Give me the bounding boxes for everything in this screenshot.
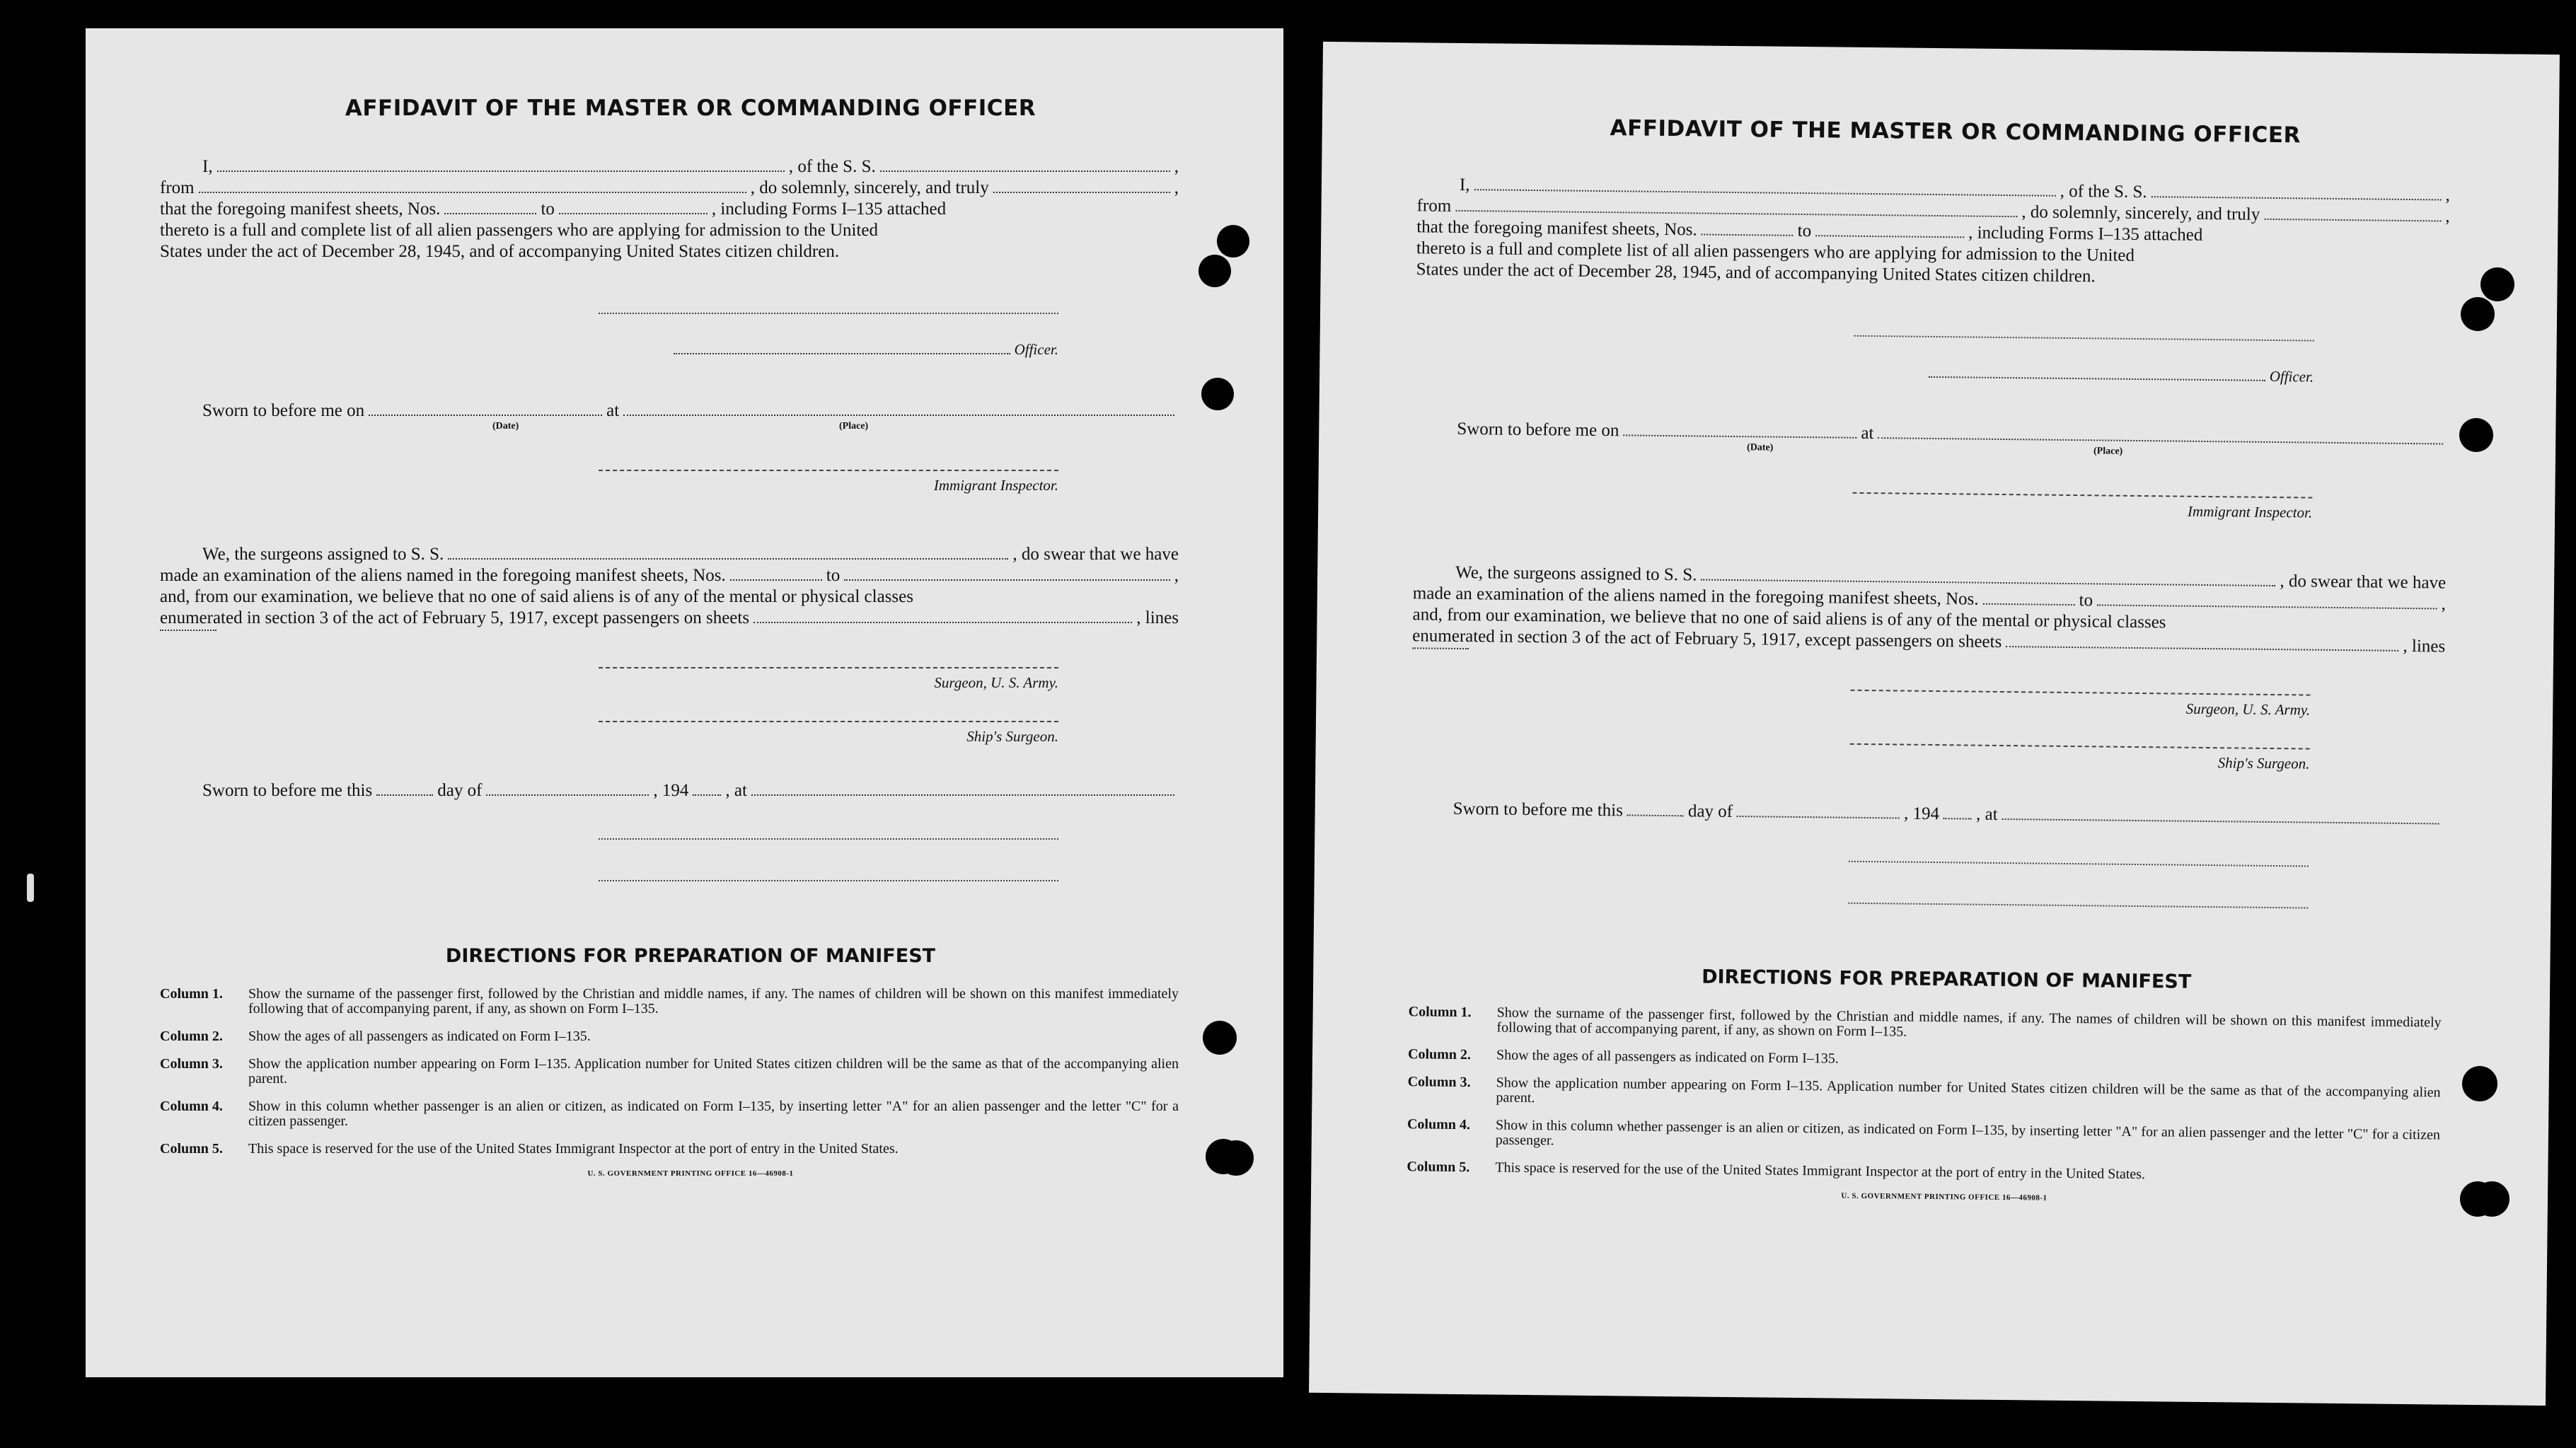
sworn-year-field[interactable]: [1943, 817, 1972, 819]
printer-imprint: U. S. GOVERNMENT PRINTING OFFICE 16—46908-1: [1841, 1191, 2047, 1203]
year-label: , 194: [653, 781, 689, 800]
day-of-label: day of: [1687, 801, 1733, 822]
affidavit-line-5: States under the act of December 28, 1945, and of accompanying United States citizen children.: [1416, 260, 2096, 286]
place-sublabel: (Place): [839, 421, 869, 431]
sworn-date-field[interactable]: [369, 414, 602, 416]
truly-field[interactable]: [2264, 218, 2441, 222]
sworn-date-field[interactable]: [1623, 434, 1856, 438]
form-page-right: [1309, 42, 2560, 1406]
affidavit-i-label: I,: [1459, 175, 1470, 195]
including-label: , including Forms I–135 attached: [711, 199, 947, 219]
comma-text: ,: [2441, 594, 2446, 614]
of-ss-label: , of the S. S.: [788, 157, 876, 176]
direction-column-label: Column 3.: [160, 1056, 223, 1072]
surgeons-line-3: and, from our examination, we believe that no one of said aliens is of any of the mental or physical classes: [160, 587, 913, 606]
lines-field[interactable]: [1412, 647, 1469, 649]
surgeons-line-3: and, from our examination, we believe that no one of said aliens is of any of the mental or physical classes: [1412, 605, 2166, 632]
officer-title-line[interactable]: [1929, 376, 2265, 381]
directions-list: [160, 987, 1179, 1157]
officer-signature-line[interactable]: [1854, 335, 2314, 342]
officer-signature-block: [599, 312, 1058, 359]
inspector-signature-line[interactable]: [599, 469, 1058, 471]
sworn-place-field[interactable]: [1878, 436, 2443, 444]
swear-label: , do swear that we have: [2280, 572, 2447, 593]
sworn2-signature-block: [599, 838, 1058, 881]
date-sublabel: (Date): [1746, 442, 1774, 453]
punch-hole: [2462, 1066, 2497, 1101]
immigrant-inspector-label: Immigrant Inspector.: [2187, 502, 2313, 521]
sworn2-signature-line[interactable]: [599, 838, 1058, 840]
direction-item: [160, 1099, 1179, 1129]
comma-text: ,: [2445, 185, 2451, 205]
sworn2-at-label: , at: [1975, 804, 1998, 824]
officer-label: Officer.: [1014, 341, 1058, 358]
directions-list: [1407, 1004, 2441, 1185]
form-content: [1407, 113, 2451, 1206]
examined-to-label: to: [826, 566, 841, 585]
sworn-this-label: Sworn to before me this: [1452, 799, 1624, 821]
sworn2-signature-line[interactable]: [1849, 860, 2309, 867]
surgeons-prefix: We, the surgeons assigned to S. S.: [202, 545, 444, 564]
sworn2-signature-block: [1848, 860, 2309, 909]
foregoing-label: that the foregoing manifest sheets, Nos.: [1416, 217, 1697, 240]
examined-from-field[interactable]: [1983, 603, 2075, 606]
inspector-signature-line[interactable]: [1852, 492, 2312, 499]
sworn2-title-line[interactable]: [1848, 902, 2308, 909]
solemnly-label: , do solemnly, sincerely, and truly: [2021, 202, 2260, 224]
direction-column-label: Column 5.: [160, 1141, 223, 1157]
punch-hole: [1218, 1140, 1254, 1176]
ships-surgeon-line[interactable]: [1850, 743, 2310, 750]
punch-hole: [2459, 418, 2493, 452]
direction-column-text: Show the ages of all passengers as indicated on Form I–135.: [1496, 1047, 1839, 1067]
army-surgeon-line[interactable]: [1850, 689, 2310, 696]
solemnly-label: , do solemnly, sincerely, and truly: [750, 178, 989, 197]
officer-signature-line[interactable]: [599, 312, 1058, 314]
foregoing-label: that the foregoing manifest sheets, Nos.: [160, 199, 441, 219]
direction-item: [1408, 1004, 2441, 1045]
direction-item: [160, 1057, 1179, 1087]
form-page-left: [86, 28, 1283, 1377]
punch-hole: [2461, 297, 2495, 331]
ships-surgeon-label: Ship's Surgeon.: [966, 728, 1058, 745]
direction-column-text: Show the ages of all passengers as indicated on Form I–135.: [248, 1029, 591, 1044]
directions-title: DIRECTIONS FOR PREPARATION OF MANIFEST: [445, 945, 936, 967]
sworn-year-field[interactable]: [693, 794, 721, 796]
affidavit-title: AFFIDAVIT OF THE MASTER OR COMMANDING OFFICER: [1610, 115, 2301, 149]
master-name-field[interactable]: [1474, 188, 2055, 197]
sworn-month-field[interactable]: [1737, 815, 1900, 818]
sworn-at-label: at: [1861, 423, 1874, 444]
sworn-before-this: [1453, 799, 2444, 830]
direction-column-text: This space is reserved for the use of the United States Immigrant Inspector at the port of entry in the United States.: [248, 1141, 899, 1157]
direction-item: [160, 1029, 1179, 1044]
surgeon-army-label: Surgeon, U. S. Army.: [2185, 700, 2311, 719]
direction-column-text: Show in this column whether passenger is an alien or citizen, as indicated on Form I–135, by inserting letter "A" for an alien passenger and the letter "C" for a citizen passenger.: [1495, 1117, 2441, 1149]
affidavit-i-label: I,: [202, 157, 213, 176]
surgeons-paragraph: [1412, 562, 2446, 659]
examined-to-label: to: [2079, 591, 2093, 610]
swear-label: , do swear that we have: [1012, 545, 1179, 564]
affidavit-paragraph: [160, 156, 1179, 262]
surgeons-line-2: made an examination of the aliens named in the foregoing manifest sheets, Nos.: [1412, 584, 1979, 609]
punch-hole: [2480, 267, 2514, 301]
direction-item: [1408, 1047, 2441, 1072]
ships-surgeon-line[interactable]: [599, 720, 1058, 722]
sheet-from-field[interactable]: [1702, 233, 1794, 236]
surgeons-line-2: made an examination of the aliens named in the foregoing manifest sheets, Nos.: [160, 566, 726, 585]
direction-item: [160, 1142, 1179, 1157]
of-ss-label: , of the S. S.: [2060, 181, 2147, 202]
from-port-field[interactable]: [199, 191, 746, 193]
including-label: , including Forms I–135 attached: [1968, 223, 2203, 245]
surgeons-line-4: enumerated in section 3 of the act of February 5, 1917, except passengers on sheets: [160, 608, 750, 627]
army-surgeon-block: [599, 666, 1058, 692]
sworn-month-field[interactable]: [486, 794, 649, 796]
affidavit-line-4: thereto is a full and complete list of all alien passengers who are applying for admission to the United: [160, 221, 879, 240]
sworn-before-this: [202, 781, 1179, 801]
comma-text: ,: [1174, 157, 1179, 176]
from-port-field[interactable]: [1455, 209, 2017, 217]
affidavit-paragraph: [1416, 174, 2450, 291]
inspector-signature-block: [1852, 492, 2312, 522]
sheet-to-field[interactable]: [1815, 234, 1964, 238]
punch-hole: [1199, 255, 1231, 287]
printer-imprint: U. S. GOVERNMENT PRINTING OFFICE 16—46908-1: [587, 1169, 794, 1178]
direction-column-text: Show in this column whether passenger is an alien or citizen, as indicated on Form I–135, by inserting letter "A" for an alien passenger and the letter "C" for a citizen passenger.: [248, 1099, 1179, 1129]
direction-column-label: Column 1.: [160, 986, 223, 1002]
from-label: from: [1416, 196, 1452, 216]
surgeons-ship-field[interactable]: [448, 557, 1008, 560]
sworn-at-label: at: [606, 401, 620, 420]
ships-surgeon-block: [1849, 743, 2309, 773]
direction-column-label: Column 4.: [160, 1099, 223, 1114]
to-label: to: [541, 199, 555, 219]
place-sublabel: (Place): [2093, 446, 2123, 457]
surgeons-paragraph: [160, 544, 1179, 631]
surgeons-prefix: We, the surgeons assigned to S. S.: [1455, 562, 1697, 585]
direction-column-label: Column 2.: [1407, 1046, 1472, 1063]
punch-hole: [1217, 225, 1249, 257]
master-name-field[interactable]: [217, 170, 785, 172]
direction-column-text: Show the application number appearing on Form I–135. Application number for United States citizen children will be the same as that of the accompanying alien parent.: [1496, 1075, 2441, 1106]
sheet-to-field[interactable]: [559, 212, 707, 214]
from-label: from: [160, 178, 195, 197]
directions-title: DIRECTIONS FOR PREPARATION OF MANIFEST: [1701, 966, 2192, 993]
examined-to-field[interactable]: [2097, 603, 2437, 609]
lines-label: , lines: [1136, 608, 1179, 627]
direction-item: [1407, 1159, 2439, 1185]
examined-from-field[interactable]: [730, 579, 822, 581]
army-surgeon-block: [1850, 689, 2310, 719]
scan-speck: [27, 874, 34, 902]
ships-surgeon-block: [599, 720, 1058, 746]
except-sheets-field[interactable]: [753, 621, 1132, 623]
surgeon-army-label: Surgeon, U. S. Army.: [934, 674, 1058, 691]
sworn2-at-label: , at: [725, 781, 747, 800]
ship-name-field[interactable]: [880, 170, 1170, 172]
affidavit-line-4: thereto is a full and complete list of all alien passengers who are applying for admission to the United: [1416, 238, 2135, 265]
comma-text: ,: [2445, 207, 2450, 226]
examined-to-field[interactable]: [844, 579, 1170, 581]
sworn-on-label: Sworn to before me on: [202, 401, 365, 420]
truly-field[interactable]: [993, 191, 1170, 193]
sworn2-place-field[interactable]: [2002, 818, 2439, 824]
sworn2-title-line[interactable]: [599, 879, 1058, 881]
lines-field[interactable]: [160, 629, 216, 631]
direction-column-text: Show the application number appearing on Form I–135. Application number for United States citizen children will be the same as that of the accompanying alien parent.: [248, 1056, 1179, 1087]
affidavit-title: AFFIDAVIT OF THE MASTER OR COMMANDING OFFICER: [345, 95, 1036, 121]
sworn-place-field[interactable]: [623, 414, 1174, 416]
sheet-from-field[interactable]: [444, 212, 536, 214]
surgeons-line-4: enumerated in section 3 of the act of February 5, 1917, except passengers on sheets: [1412, 626, 2002, 651]
sworn-on-label: Sworn to before me on: [1457, 419, 1619, 441]
officer-label: Officer.: [2269, 367, 2314, 386]
surgeons-ship-field[interactable]: [1701, 579, 2275, 587]
direction-column-text: Show the surname of the passenger first, followed by the Christian and middle names, if any. The names of children will be shown on this manifest immediately following that of accompanying parent, if any, as shown on Form I–135.: [1496, 1004, 2442, 1040]
direction-item: [1407, 1117, 2440, 1157]
punch-hole: [1201, 378, 1234, 410]
direction-item: [160, 987, 1179, 1017]
sworn-before-on: [202, 401, 1179, 421]
army-surgeon-line[interactable]: [599, 666, 1058, 668]
date-sublabel: (Date): [492, 421, 519, 431]
direction-column-label: Column 2.: [160, 1029, 223, 1044]
comma-text: ,: [1174, 566, 1179, 585]
lines-label: , lines: [2403, 636, 2446, 656]
ships-surgeon-label: Ship's Surgeon.: [2217, 754, 2310, 772]
to-label: to: [1797, 221, 1812, 241]
direction-column-label: Column 1.: [1408, 1004, 1472, 1021]
direction-column-text: This space is reserved for the use of the United States Immigrant Inspector at the port of entry in the United States.: [1495, 1159, 2146, 1183]
sworn-this-label: Sworn to before me this: [202, 781, 373, 800]
form-content: [160, 95, 1179, 1178]
sworn-day-field[interactable]: [376, 794, 433, 796]
immigrant-inspector-label: Immigrant Inspector.: [933, 477, 1058, 494]
officer-title-line[interactable]: [674, 352, 1010, 354]
direction-column-label: Column 4.: [1407, 1116, 1471, 1133]
direction-item: [1407, 1075, 2440, 1115]
direction-column-text: Show the surname of the passenger first, followed by the Christian and middle names, if any. The names of children will be shown on this manifest immediately following that of accompanying parent, if any, as shown on Form I–135.: [248, 986, 1179, 1017]
direction-column-label: Column 5.: [1407, 1159, 1470, 1176]
comma-text: ,: [1174, 178, 1179, 197]
ship-name-field[interactable]: [2152, 195, 2442, 200]
year-label: , 194: [1903, 804, 1940, 824]
inspector-signature-block: [599, 469, 1058, 494]
day-of-label: day of: [437, 781, 483, 800]
sworn-day-field[interactable]: [1627, 813, 1684, 816]
officer-signature-block: [1854, 335, 2314, 386]
direction-column-label: Column 3.: [1407, 1074, 1471, 1091]
punch-hole: [2474, 1181, 2509, 1217]
punch-hole: [1203, 1021, 1237, 1055]
affidavit-line-5: States under the act of December 28, 1945, and of accompanying United States citizen children.: [160, 242, 840, 261]
sworn2-place-field[interactable]: [751, 794, 1174, 796]
date-place-sublabels: [160, 421, 1179, 434]
except-sheets-field[interactable]: [2006, 645, 2398, 651]
